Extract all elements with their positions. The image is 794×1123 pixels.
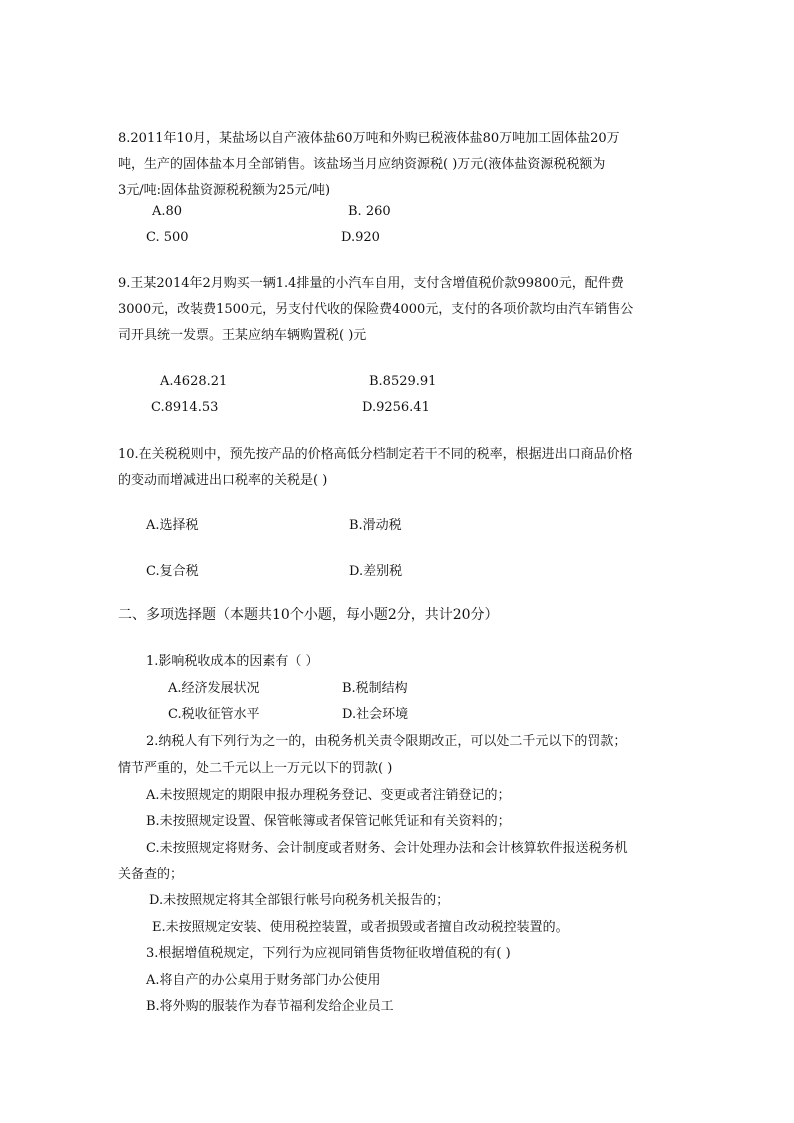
- m2-option-e: E.未按照规定安装、使用税控装置，或者损毁或者擅自改动税控装置的。: [152, 920, 569, 935]
- q8-stem-line-1: 8.2011年10月，某盐场以自产液体盐60万吨和外购已税液体盐80万吨加工固体盐20万: [118, 131, 620, 146]
- m3-stem: 3.根据增值税规定，下列行为应视同销售货物征收增值税的有( ): [146, 946, 511, 961]
- q8-option-a: A.80: [152, 204, 183, 219]
- m3-option-a: A.将自产的办公桌用于财务部门办公使用: [146, 973, 381, 988]
- m1-option-a: A.经济发展状况: [168, 681, 260, 696]
- q8-option-c: C. 500: [146, 230, 189, 245]
- q10-option-b: B.滑动税: [349, 518, 402, 533]
- m2-stem-line-2: 情节严重的，处二千元以上一万元以下的罚款( ): [118, 761, 393, 776]
- q9-option-b: B.8529.91: [369, 374, 437, 389]
- m2-option-c-line-1: C.未按照规定将财务、会计制度或者财务、会计处理办法和会计核算软件报送税务机: [146, 841, 628, 856]
- q9-option-a: A.4628.21: [160, 374, 228, 389]
- q10-option-d: D.差别税: [349, 564, 403, 579]
- m2-option-a: A.未按照规定的期限申报办理税务登记、变更或者注销登记的；: [146, 788, 511, 803]
- q10-stem-line-1: 10.在关税税则中，预先按产品的价格高低分档制定若干不同的税率，根据进出口商品价格: [118, 447, 633, 462]
- q9-stem-line-2: 3000元，改装费1500元，另支付代收的保险费4000元，支付的各项价款均由汽车销售公: [118, 302, 634, 317]
- m1-option-c: C.税收征管水平: [168, 707, 260, 722]
- q10-option-c: C.复合税: [146, 564, 199, 579]
- q9-stem-line-1: 9.王某2014年2月购买一辆1.4排量的小汽车自用，支付含增值税价款99800元，配件费: [118, 276, 624, 291]
- m2-stem-line-1: 2.纳税人有下列行为之一的，由税务机关责令限期改正，可以处二千元以下的罚款；: [146, 734, 627, 749]
- m1-option-b: B.税制结构: [342, 681, 408, 696]
- m2-option-b: B.未按照规定设置、保管帐簿或者保管记帐凭证和有关资料的；: [146, 814, 511, 829]
- q8-stem-line-3: 3元/吨:固体盐资源税税额为25元/吨): [118, 183, 331, 198]
- m3-option-b: B.将外购的服装作为春节福利发给企业员工: [146, 999, 394, 1014]
- q9-option-c: C.8914.53: [151, 400, 219, 415]
- m2-option-c-line-2: 关备查的；: [118, 867, 184, 882]
- m2-option-d: D.未按照规定将其全部银行帐号向税务机关报告的；: [149, 893, 450, 908]
- m1-option-d: D.社会环境: [342, 707, 409, 722]
- q9-stem-line-3: 司开具统一发票。王某应纳车辆购置税( )元: [118, 328, 367, 343]
- q8-stem-line-2: 吨，生产的固体盐本月全部销售。该盐场当月应纳资源税( )万元(液体盐资源税税额为: [118, 157, 606, 172]
- q9-option-d: D.9256.41: [362, 400, 430, 415]
- q10-option-a: A.选择税: [146, 518, 199, 533]
- m1-stem: 1.影响税收成本的因素有（ ）: [146, 654, 319, 669]
- section-heading: 二、多项选择题（本题共10个小题，每小题2分，共计20分）: [118, 607, 499, 623]
- q10-stem-line-2: 的变动而增减进出口税率的关税是( ): [118, 473, 328, 488]
- q8-option-d: D.920: [341, 230, 380, 245]
- q8-option-b: B. 260: [348, 204, 391, 219]
